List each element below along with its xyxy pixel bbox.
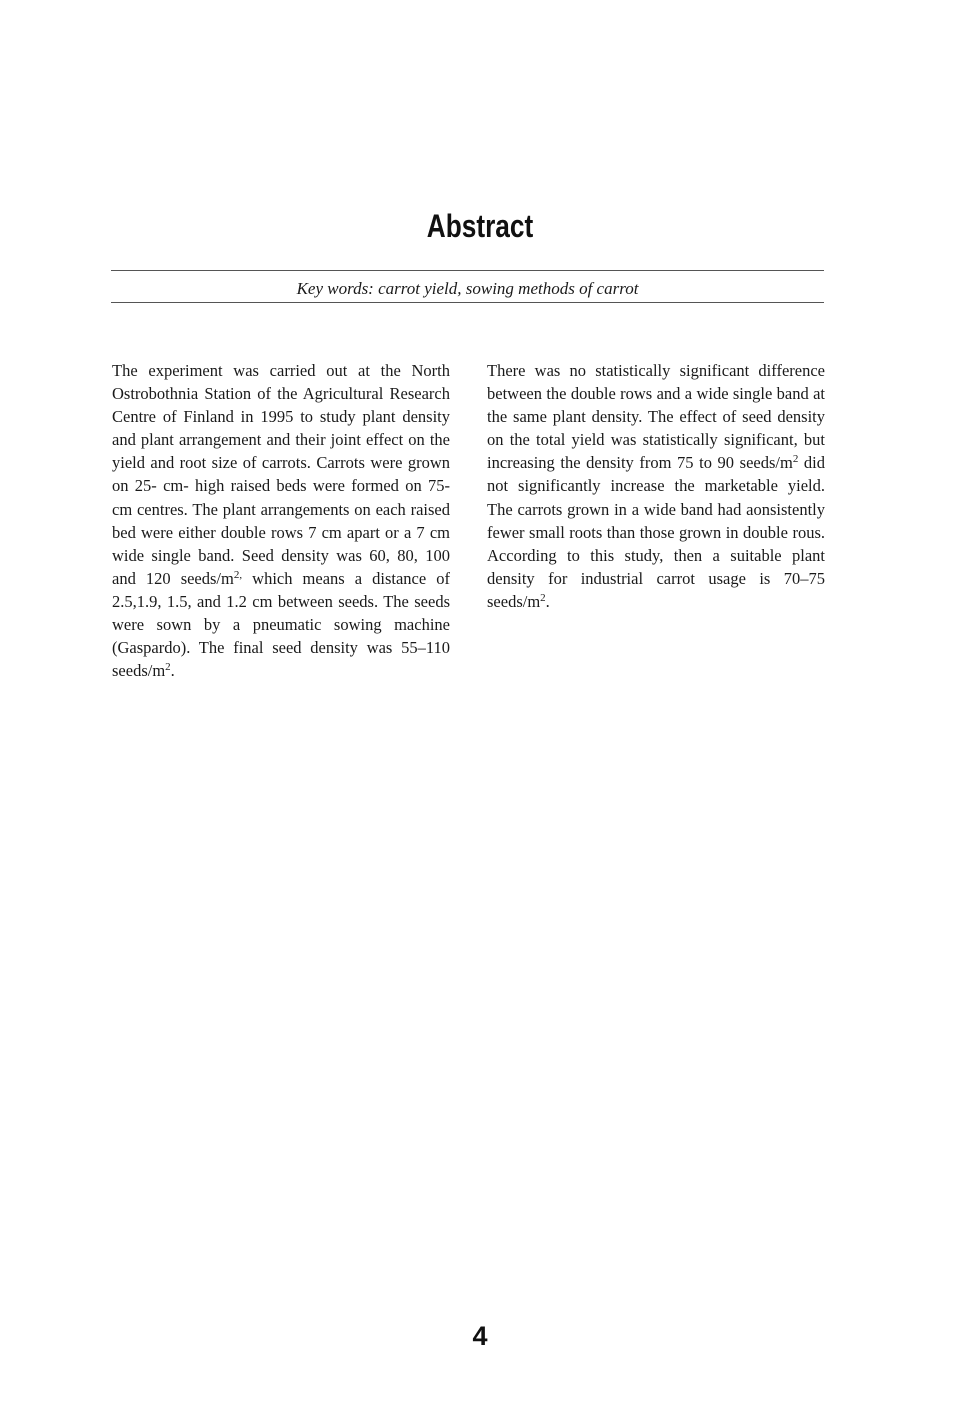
right-superscript-1: 2 bbox=[792, 453, 799, 466]
abstract-paragraph-left bbox=[112, 359, 450, 682]
left-superscript-2: 2 bbox=[165, 661, 171, 674]
abstract-right-column bbox=[487, 359, 825, 613]
left-text-part-1: The experiment was carried out at the North Ostrobothnia Station of the Agricultural Research Centre of Finland in 1995 to study plant density and plant arrangement and their joint effect on the yield and root size of carrots. Carrots were grown on 25- cm- high raised beds were formed on 75-cm centres. The plant arrangements on each raised bed were either double rows 7 cm apart or a 7 cm wide single band. Seed density was 60, 80, 100 and 120 seeds/m bbox=[112, 361, 450, 588]
keywords-top-rule bbox=[111, 270, 824, 271]
page-number: 4 bbox=[472, 1321, 488, 1351]
abstract-left-column bbox=[112, 359, 450, 682]
page-title: Abstract bbox=[426, 208, 534, 244]
right-superscript-2: 2 bbox=[540, 591, 546, 604]
keywords-bottom-rule bbox=[111, 302, 824, 303]
left-text-part-3: . bbox=[170, 661, 175, 681]
right-text-part-2: did not significantly increase the marketable yield. The carrots grown in a wide band had aonsistently fewer small roots than those grown in double rous. According to this study, then a suitable plant density for industrial carrot usage is 70–75 seeds/m bbox=[487, 453, 825, 611]
abstract-paragraph-right bbox=[487, 359, 825, 613]
right-text-part-3: . bbox=[545, 591, 550, 611]
keywords-line: Key words: carrot yield, sowing methods of carrot bbox=[296, 279, 639, 298]
right-text-part-1: There was no statistically significant difference between the double rows and a wide single band at the same plant density. The effect of seed density on the total yield was statistically significant, but increasing the density from 75 to 90 seeds/m bbox=[487, 361, 825, 473]
left-text-part-2: which means a distance of 2.5,1.9, 1.5, and 1.2 cm between seeds. The seeds were sown by a pneumatic sowing machine (Gaspardo). The final seed density was 55–110 seeds/m bbox=[112, 568, 451, 681]
left-superscript-1: 2, bbox=[233, 568, 243, 581]
